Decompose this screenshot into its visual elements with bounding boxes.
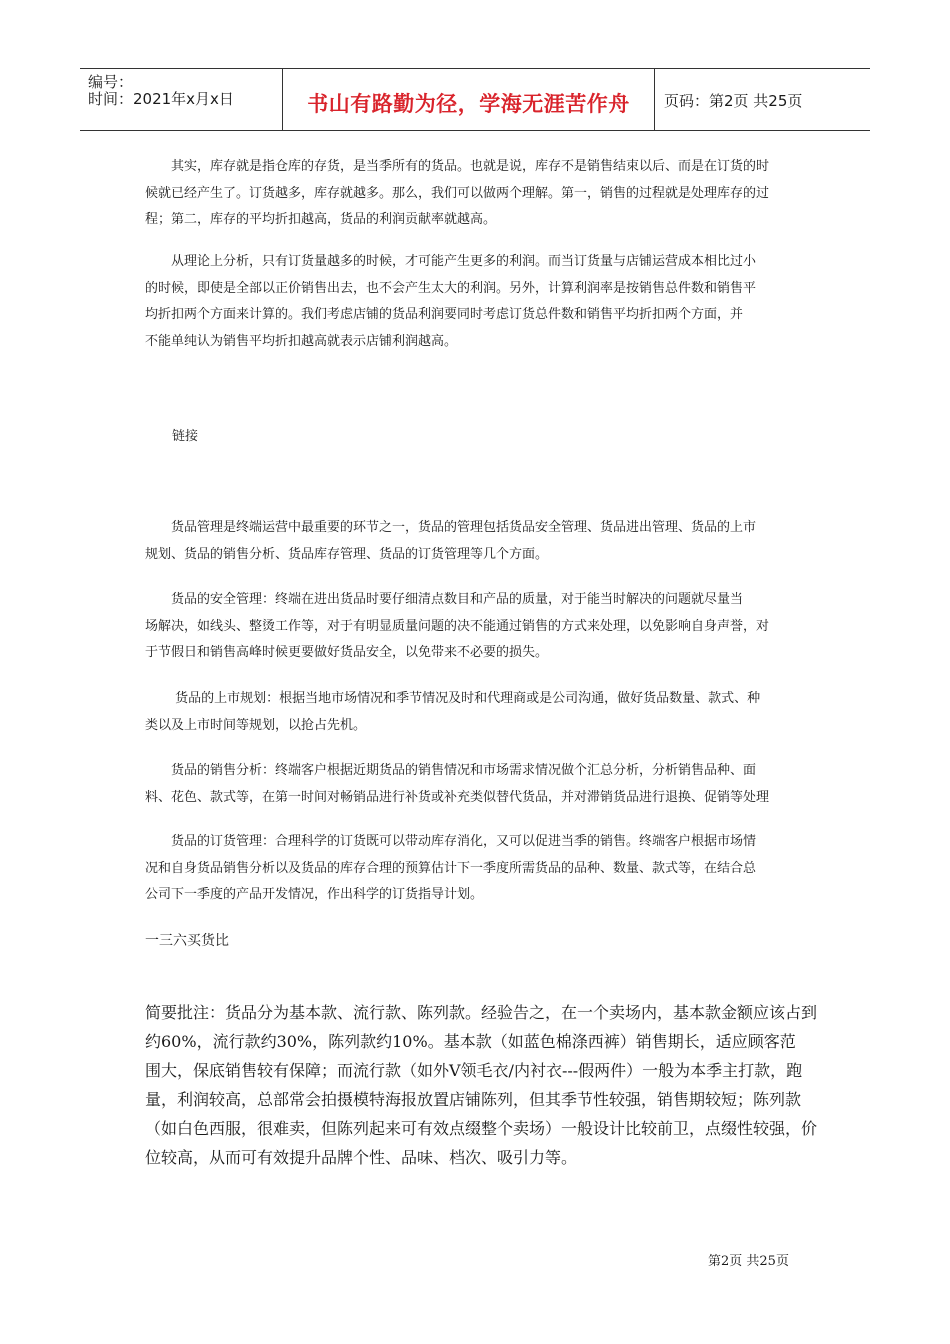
paragraph-inventory (145, 154, 805, 234)
text-line: 于节假日和销售高峰时候更要做好货品安全，以免带来不必要的损失。 (145, 645, 549, 660)
text-line: 货品的销售分析：终端客户根据近期货品的销售情况和市场需求情况做个汇总分析，分析销售品种、面 (145, 763, 757, 778)
text-line: 货品的上市规划：根据当地市场情况和季节情况及时和代理商或是公司沟通，做好货品数量、款式、种 (145, 691, 761, 706)
header-right-cell (654, 69, 870, 130)
text-line: 约60%，流行款约30%，陈列款约10%。基本款（如蓝色棉涤西裤）销售期长，适应顾客范 (145, 1032, 796, 1051)
number-label: 编号： (88, 73, 134, 91)
text-line: 规划、货品的销售分析、货品库存管理、货品的订货管理等几个方面。 (145, 546, 549, 562)
header-motto-cell (282, 69, 655, 130)
paragraph-launch-planning (145, 686, 805, 739)
text-line: 货品管理是终端运营中最重要的环节之一，货品的管理包括货品安全管理、货品进出管理、货品的上市 (145, 520, 757, 535)
time-label: 时间：2021年x月x日 (88, 90, 234, 108)
text-line: 货品的订货管理：合理科学的订货既可以带动库存消化，又可以促进当季的销售。终端客户根据市场情 (145, 834, 757, 849)
text-line: （如白色西服，很难卖，但陈列起来可有效点缀整个卖场）一般设计比较前卫，点缀性较强，价 (145, 1119, 818, 1138)
text-line: 程；第二，库存的平均折扣越高，货品的利润贡献率就越高。 (145, 212, 497, 227)
note-paragraph (145, 998, 818, 1172)
paragraph-ordering-management (145, 829, 805, 909)
page-footer: 第2页 共25页 (708, 1254, 789, 1269)
link-label: 链接 (172, 429, 199, 444)
paragraph-sales-analysis (145, 758, 805, 811)
text-line: 量，利润较高，总部常会拍摄模特海报放置店铺陈列，但其季节性较强，销售期较短；陈列款 (145, 1090, 802, 1109)
text-line: 候就已经产生了。订货越多，库存就越多。那么，我们可以做两个理解。第一，销售的过程就是处理库存的过 (145, 185, 770, 201)
text-line: 均折扣两个方面来计算的。我们考虑店铺的货品利润要同时考虑订货总件数和销售平均折扣两个方面，并 (145, 307, 744, 322)
page-header (80, 68, 870, 131)
text-line: 简要批注：货品分为基本款、流行款、陈列款。经验告之，在一个卖场内，基本款金额应该占到 (145, 1003, 818, 1022)
text-line: 况和自身货品销售分析以及货品的库存合理的预算估计下一季度所需货品的品种、数量、款式等，在结合总 (145, 860, 757, 876)
text-line: 围大，保底销售较有保障；而流行款（如外V领毛衣/内衬衣---假两件）一般为本季主打款，跑 (145, 1061, 803, 1080)
text-line: 的时候，即使是全部以正价销售出去，也不会产生太大的利润。另外，计算利润率是按销售总件数和销售平 (145, 280, 757, 296)
motto: 书山有路勤为径，学海无涯苦作舟 (307, 92, 630, 116)
text-line: 类以及上市时间等规划，以抢占先机。 (145, 717, 367, 733)
section-heading: 一三六买货比 (145, 933, 229, 949)
text-line: 公司下一季度的产品开发情况，作出科学的订货指导计划。 (145, 887, 484, 902)
header-left-cell (80, 69, 282, 130)
paragraph-profit (145, 249, 805, 355)
paragraph-goods-management (145, 515, 805, 568)
text-line: 场解决，如线头、整烫工作等，对于有明显质量问题的决不能通过销售的方式来处理，以免影响自身声誉，对 (145, 618, 770, 634)
paragraph-safety-management (145, 587, 805, 667)
text-line: 货品的安全管理：终端在进出货品时要仔细清点数目和产品的质量，对于能当时解决的问题就尽量当 (145, 592, 744, 607)
text-line: 其实，库存就是指仓库的存货，是当季所有的货品。也就是说，库存不是销售结束以后、而是在订货的时 (145, 159, 770, 174)
text-line: 不能单纯认为销售平均折扣越高就表示店铺利润越高。 (145, 333, 458, 349)
text-line: 位较高，从而可有效提升品牌个性、品味、档次、吸引力等。 (145, 1148, 578, 1167)
text-line: 料、花色、款式等，在第一时间对畅销品进行补货或补充类似替代货品，并对滞销货品进行退换、促销等处理 (145, 789, 770, 805)
header-page-label: 页码：第2页 共25页 (664, 92, 803, 110)
text-line: 从理论上分析，只有订货量越多的时候，才可能产生更多的利润。而当订货量与店铺运营成本相比过小 (145, 254, 757, 269)
